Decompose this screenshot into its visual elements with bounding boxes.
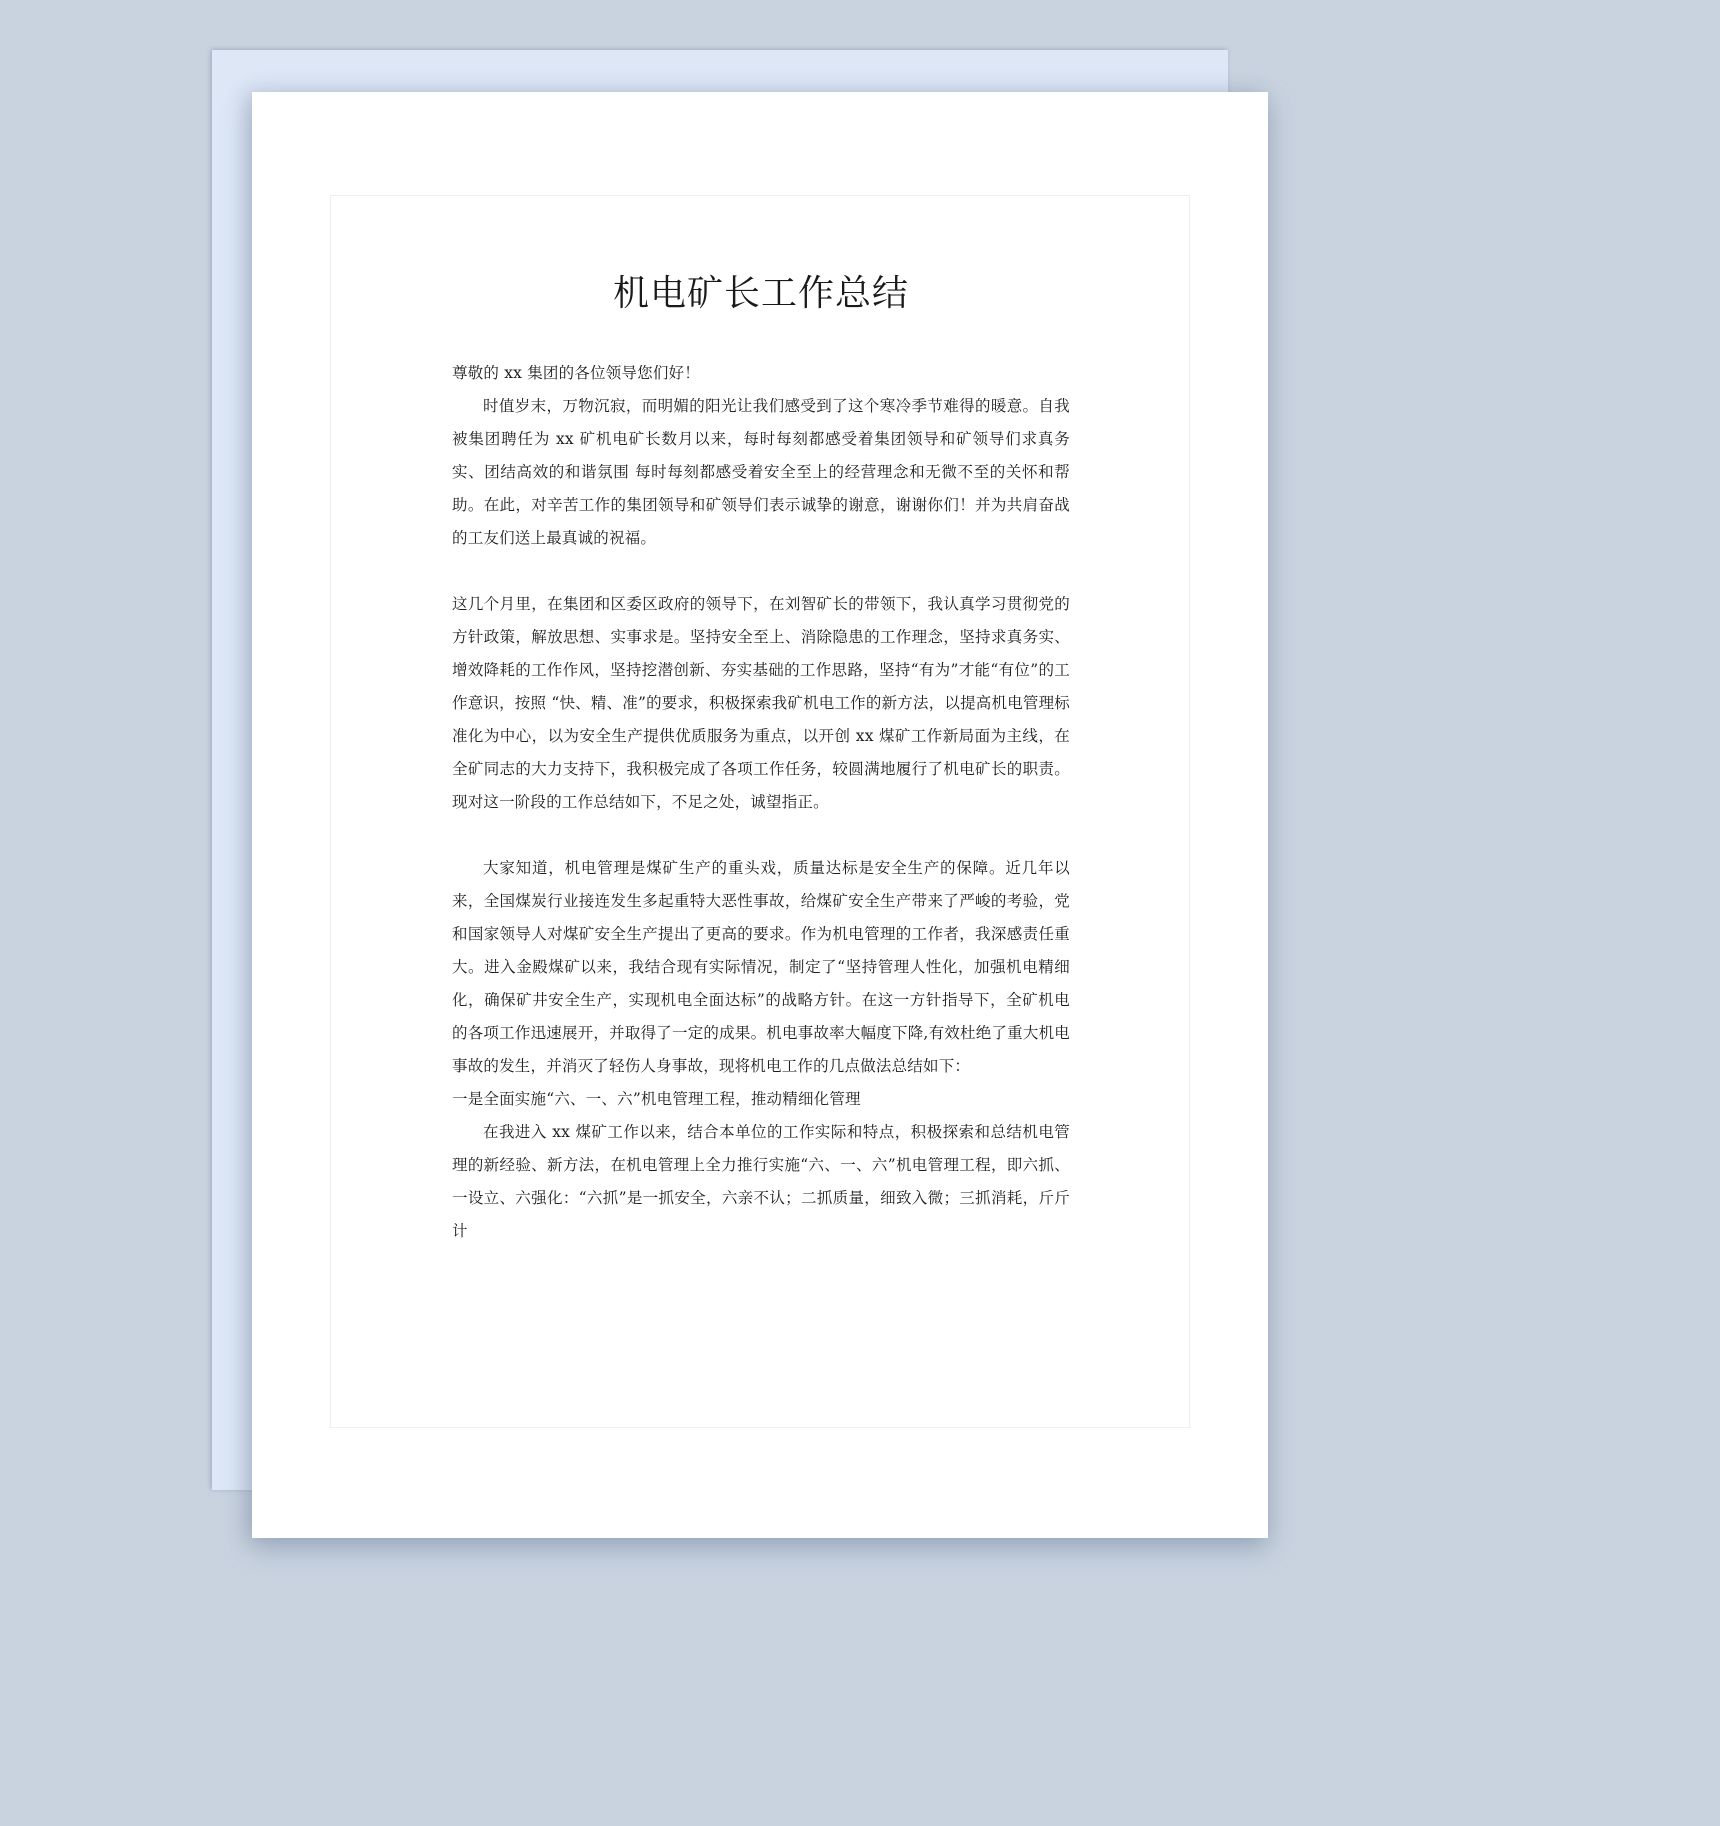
background-paragraph: 大家知道，机电管理是煤矿生产的重头戏，质量达标是安全生产的保障。近几年以来，全国煤炭行业接连发生多起重特大恶性事故，给煤矿安全生产带来了严峻的考验，党和国家领导人对煤矿安全生产提出了更高的要求。作为机电管理的工作者，我深感责任重大。进入金殿煤矿以来，我结合现有实际情况，制定了“坚持管理人性化，加强机电精细化，确保矿井安全生产，实现机电全面达标”的战略方针。在这一方针指导下，全矿机电的各项工作迅速展开，并取得了一定的成果。机电事故率大幅度下降,有效杜绝了重大机电事故的发生，并消灭了轻伤人身事故，现将机电工作的几点做法总结如下： [452, 859, 1070, 1076]
paragraph-list [452, 357, 1070, 1248]
section-one-heading: 一是全面实施“六、一、六”机电管理工程，推动精细化管理 [452, 1090, 861, 1109]
page-title: 机电矿长工作总结 [612, 273, 909, 314]
opening-paragraph: 时值岁末，万物沉寂，而明媚的阳光让我们感受到了这个寒冷季节难得的暖意。自我被集团聘任为 xx 矿机电矿长数月以来，每时每刻都感受着集团领导和矿领导们求真务实、团结高效的和谐氛围 每时每刻都感受着安全至上的经营理念和无微不至的关怀和帮助。在此，对辛苦工作的集团领导和矿领导们表示诚挚的谢意，谢谢你们！并为共肩奋战的工友们送上最真诚的祝福。 [452, 397, 1070, 548]
work-review-paragraph: 这几个月里，在集团和区委区政府的领导下，在刘智矿长的带领下，我认真学习贯彻党的方针政策，解放思想、实事求是。坚持安全至上、消除隐患的工作理念，坚持求真务实、增效降耗的工作作风，坚持挖潜创新、夯实基础的工作思路，坚持“有为”才能“有位”的工作意识，按照 “快、精、准”的要求，积极探索我矿机电工作的新方法，以提高机电管理标准化为中心，以为安全生产提供优质服务为重点，以开创 xx 煤矿工作新局面为主线，在全矿同志的大力支持下，我积极完成了各项工作任务，较圆满地履行了机电矿长的职责。现对这一阶段的工作总结如下，不足之处，诚望指正。 [452, 595, 1070, 812]
document-page [252, 92, 1268, 1538]
section-one-paragraph: 在我进入 xx 煤矿工作以来，结合本单位的工作实际和特点，积极探索和总结机电管理的新经验、新方法，在机电管理上全力推行实施“六、一、六”机电管理工程，即六抓、一设立、六强化：“六抓”是一抓安全，六亲不认；二抓质量，细致入微；三抓消耗，斤斤计 [452, 1123, 1070, 1241]
document-body [452, 272, 1070, 1248]
salutation-line: 尊敬的 xx 集团的各位领导您们好！ [452, 364, 700, 383]
